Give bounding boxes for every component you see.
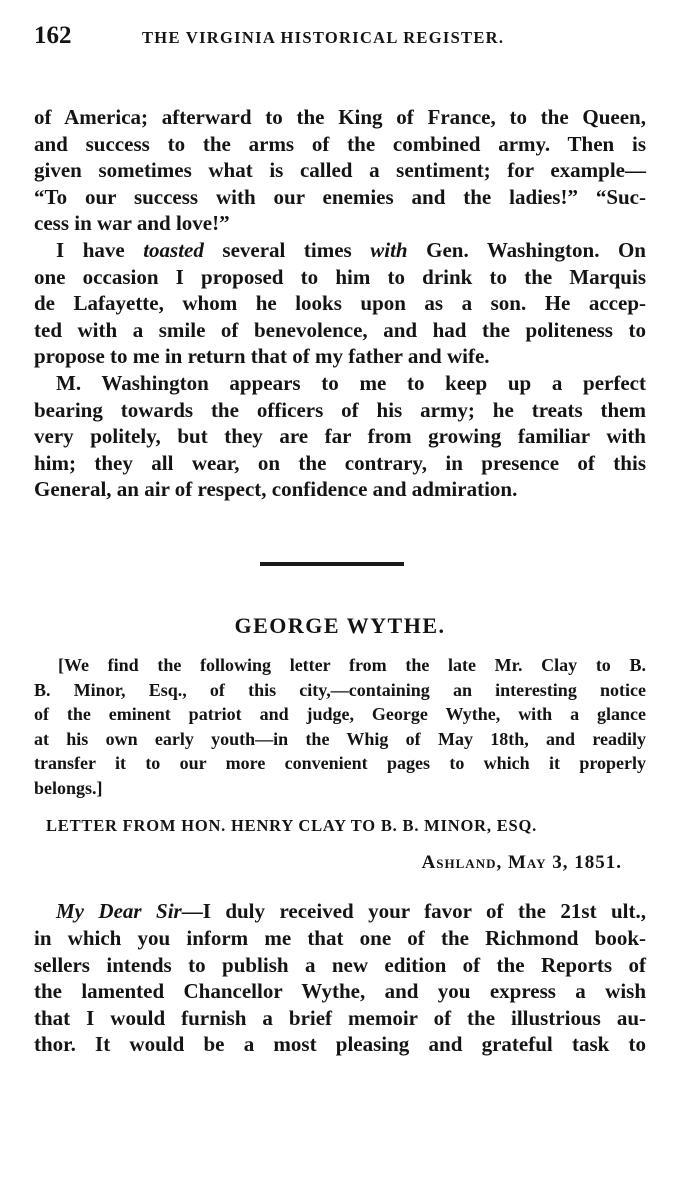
text-run: Gen. Washington. On — [407, 237, 646, 262]
section-divider-rule — [260, 562, 404, 566]
text-line: thor. It would be a most pleasing and grateful task to — [34, 1032, 646, 1057]
text-line: “To our success with our enemies and the ladies!” “Suc- — [34, 184, 646, 209]
paragraph-washington — [34, 370, 646, 503]
text-run: I have — [56, 237, 144, 262]
text-line: him; they all wear, on the contrary, in presence of this — [34, 450, 646, 475]
letter-body — [34, 898, 646, 1058]
text-line: belongs.] — [34, 777, 103, 798]
text-line — [34, 237, 646, 264]
text-line: one occasion I proposed to him to drink to the Marquis — [34, 264, 646, 289]
text-line: bearing towards the officers of his army; he treats them — [34, 397, 646, 422]
text-line: at his own early youth—in the Whig of May 18th, and readily — [34, 728, 646, 749]
text-line: given sometimes what is called a sentiment; for example— — [34, 158, 646, 183]
text-line: B. Minor, Esq., of this city,—containing an interesting notice — [34, 679, 646, 700]
italic-word: toasted — [143, 237, 204, 262]
text-line: of the eminent patriot and judge, George Wythe, with a glance — [34, 704, 646, 725]
text-line: M. Washington appears to me to keep up a perfect — [56, 370, 646, 395]
running-title: THE VIRGINIA HISTORICAL REGISTER. — [142, 28, 505, 47]
letter-heading: LETTER FROM HON. HENRY CLAY TO B. B. MINOR, ESQ. — [46, 816, 538, 836]
text-line: ted with a smile of benevolence, and had the politeness to — [34, 317, 646, 342]
text-line: de Lafayette, whom he looks upon as a son. He accep- — [34, 291, 646, 316]
text-line — [34, 898, 646, 925]
text-line: in which you inform me that one of the Richmond book- — [34, 926, 646, 951]
text-line: the lamented Chancellor Wythe, and you express a wish — [34, 979, 646, 1004]
text-run: —I duly received your favor of the 21st ult., — [181, 899, 646, 924]
page-number: 162 — [34, 22, 72, 49]
text-line: [We find the following letter from the late Mr. Clay to B. — [58, 654, 646, 675]
italic-word: with — [370, 237, 408, 262]
editor-note — [34, 653, 646, 801]
paragraph-continuation — [34, 104, 646, 237]
section-title: GEORGE WYTHE. — [234, 612, 446, 638]
book-page — [34, 22, 646, 1058]
text-line: of America; afterward to the King of France, to the Queen, — [34, 105, 646, 129]
paragraph-toasted — [34, 237, 646, 370]
text-line: that I would furnish a brief memoir of the illustrious au- — [34, 1005, 646, 1030]
text-line: propose to me in return that of my father and wife. — [34, 344, 490, 369]
text-line: and success to the arms of the combined army. Then is — [34, 131, 646, 156]
text-line: very politely, but they are far from growing familiar with — [34, 424, 646, 449]
salutation: My Dear Sir — [56, 899, 182, 924]
text-line: General, an air of respect, confidence and admiration. — [34, 477, 518, 502]
text-run: several times — [203, 237, 371, 262]
text-line: sellers intends to publish a new edition of the Reports of — [34, 952, 646, 977]
text-line: cess in war and love!” — [34, 211, 230, 236]
text-line: transfer it to our more convenient pages to which it properly — [34, 753, 646, 774]
running-head — [34, 22, 646, 62]
letter-dateline: Ashland, May 3, 1851. — [421, 852, 622, 874]
